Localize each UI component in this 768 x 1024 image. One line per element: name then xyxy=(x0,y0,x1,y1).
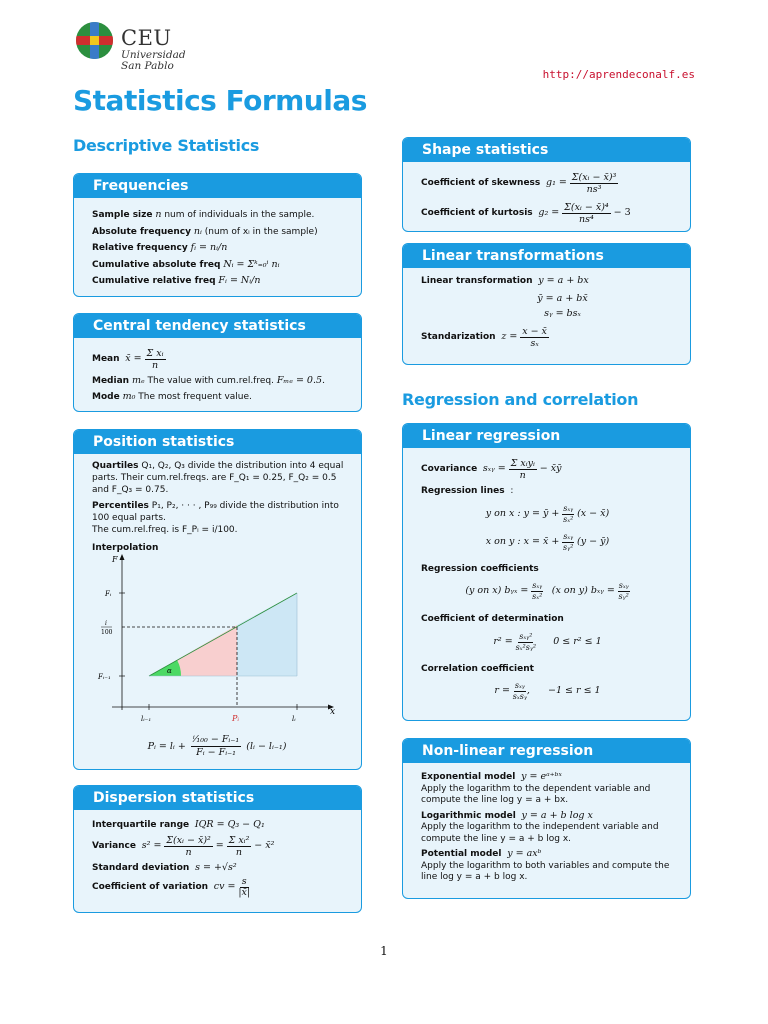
standarization-row: Standarization z = $\frac{x - x̄}{\text{sₓ}}$ xyxy=(421,325,547,349)
correlation-label: Correlation coefficient xyxy=(421,664,534,674)
skewness-row: Coefficient of skewness g₁ = $\frac{\text{Σ(xᵢ − x̄)³}}{\text{ns³}}$ xyxy=(421,171,617,195)
quartiles-text: Quartiles Q₁, Q₂, Q₃ divide the distribution into 4 equal parts. Their cum.rel.freqs. are F_Q₁ = 0.25, F_Q₂ = 0.5 and F_Q₃ = 0.75. xyxy=(92,461,344,495)
lt-mean-formula: ȳ = a + bx̄ xyxy=(537,293,588,304)
mean-row: Mean x̄ = $\frac{\text{Σ xᵢ}}{n}$ xyxy=(92,347,164,371)
tick-label-fi: Fᵢ xyxy=(105,590,112,598)
variance-row: Variance s² = $\frac{\text{Σ(xᵢ − x̄)²}}{n}$ = $\frac{\text{Σ xᵢ²}}{n}$ − x̄² xyxy=(92,834,275,858)
regression-coefficients-formula: (y on x) bᵧₓ = sₓᵧ sₓ² (x on y) bₓᵧ = sₓᵧ sᵧ² xyxy=(465,580,629,601)
section-descriptive: Descriptive Statistics xyxy=(73,136,260,155)
interpolation-formula: Pᵢ = lᵢ + $\frac{\text{ⁱ⁄₁₀₀ − Fᵢ₋₁}}{\text{Fᵢ − Fᵢ₋₁}}$ (lᵢ − lᵢ₋₁) xyxy=(147,734,287,758)
iqr-row: Interquartile range IQR = Q₃ − Q₁ xyxy=(92,819,265,830)
freq-row: Absolute frequency nᵢ (num of xᵢ in the sample) xyxy=(92,225,318,237)
tick-label-fi-1: Fᵢ₋₁ xyxy=(98,673,111,681)
covariance-row: Covariance sₓᵧ = Σ xᵢyᵢ n − x̄ȳ xyxy=(421,457,562,481)
tick-label-li-1: lᵢ₋₁ xyxy=(141,715,152,723)
linear-transformation-row: Linear transformation y = a + bx xyxy=(421,275,589,286)
potential-model-row: Potential model y = axᵇ xyxy=(421,848,542,859)
dispersion-statistics-box xyxy=(73,785,362,913)
logarithmic-model-row: Logarithmic model y = a + b log x xyxy=(421,809,593,821)
freq-row: Cumulative absolute freq Nᵢ = Σᵏ₌₀ⁱ nᵢ xyxy=(92,258,280,270)
sd-row: Standard deviation s = +√s² xyxy=(92,862,237,873)
logo-subtitle-1: Universidad xyxy=(121,49,186,61)
exponential-model-row: Exponential model y = eᵃ⁺ᵇˣ xyxy=(421,771,562,782)
section-regression: Regression and correlation xyxy=(402,390,639,409)
determination-formula: r² = sₓᵧ² sₓ²sᵧ² 0 ≤ r² ≤ 1 xyxy=(493,631,602,652)
shape-statistics-box xyxy=(402,137,691,232)
y-on-x-line: y on x : y = ȳ + sₓᵧ sₓ² (x − x̄) xyxy=(485,503,610,524)
percentiles-text-2: The cum.rel.freq. is F_Pᵢ = i/100. xyxy=(92,525,238,535)
logo-name: CEU xyxy=(121,26,172,50)
dispersion-statistics-title: Dispersion statistics xyxy=(74,786,361,810)
lt-sd-formula: sᵧ = bsₓ xyxy=(544,308,581,319)
frequencies-box xyxy=(73,173,362,297)
page-number: 1 xyxy=(380,944,388,958)
angle-alpha-label: α xyxy=(167,667,172,675)
freq-row: Relative frequency fᵢ = nᵢ/n xyxy=(92,242,228,253)
potential-model-desc: Apply the logarithm to both variables and compute the line log y = a + b log x. xyxy=(421,860,670,882)
ceu-emblem-icon xyxy=(76,22,113,59)
freq-row: Cumulative relative freq Fᵢ = Nᵢ/n xyxy=(92,275,261,286)
position-statistics-title: Position statistics xyxy=(74,430,361,454)
frequencies-title: Frequencies xyxy=(74,174,361,198)
position-statistics-box xyxy=(73,429,362,770)
logarithmic-model-desc: Apply the logarithm to the independent variable and compute the line y = a + b log x. xyxy=(421,822,659,844)
axis-y-label: F xyxy=(112,555,118,564)
interpolation-graph xyxy=(74,550,360,730)
linear-regression-box xyxy=(402,423,691,721)
correlation-formula: r = sₓᵧ sₓsᵧ , −1 ≤ r ≤ 1 xyxy=(494,680,601,701)
axis-x-label: x xyxy=(330,707,336,717)
regression-lines-label: Regression lines : xyxy=(421,486,514,496)
freq-row: Sample size n num of individuals in the sample. xyxy=(92,209,315,220)
mode-row: Mode m₀ The most frequent value. xyxy=(92,391,252,402)
x-on-y-line: x on y : x = x̄ + sₓᵧ sᵧ² (y − ȳ) xyxy=(485,531,610,552)
tick-label-li: lᵢ xyxy=(292,715,296,723)
central-tendency-box xyxy=(73,313,362,412)
percentiles-text: Percentiles P₁, P₂, · · · , P₉₉ divide the distribution into 100 equal parts. xyxy=(92,501,339,523)
tick-label-pi: Pᵢ xyxy=(232,714,239,723)
non-linear-regression-box xyxy=(402,738,691,899)
cv-row: Coefficient of variation cv = $\frac{s}{|x̄|}$ xyxy=(92,875,251,898)
median-row: Median mₑ The value with cum.rel.freq. Fₘₑ = 0.5. xyxy=(92,375,326,386)
tick-label-i: i xyxy=(105,620,107,627)
linear-transformations-box xyxy=(402,243,691,365)
website-link[interactable]: http://aprendeconalf.es xyxy=(542,68,695,81)
interpolation-label: Interpolation xyxy=(92,543,159,553)
exponential-model-desc: Apply the logarithm to the dependent variable and compute the line log y = a + bx. xyxy=(421,783,651,805)
upper-triangle-shape xyxy=(237,593,297,676)
linear-transformations-title: Linear transformations xyxy=(403,244,690,268)
central-tendency-title: Central tendency statistics xyxy=(74,314,361,338)
non-linear-regression-title: Non-linear regression xyxy=(403,739,690,763)
page-title: Statistics Formulas xyxy=(73,84,367,117)
shape-statistics-title: Shape statistics xyxy=(403,138,690,162)
regression-coefficients-label: Regression coefficients xyxy=(421,564,539,574)
kurtosis-row: Coefficient of kurtosis g₂ = $\frac{\text{Σ(xᵢ − x̄)⁴}}{\text{ns⁴}}$ − 3 xyxy=(421,201,631,225)
tick-label-100: 100 xyxy=(101,629,113,636)
determination-label: Coefficient of determination xyxy=(421,614,564,624)
logo-subtitle-2: San Pablo xyxy=(121,60,174,72)
linear-regression-title: Linear regression xyxy=(403,424,690,448)
